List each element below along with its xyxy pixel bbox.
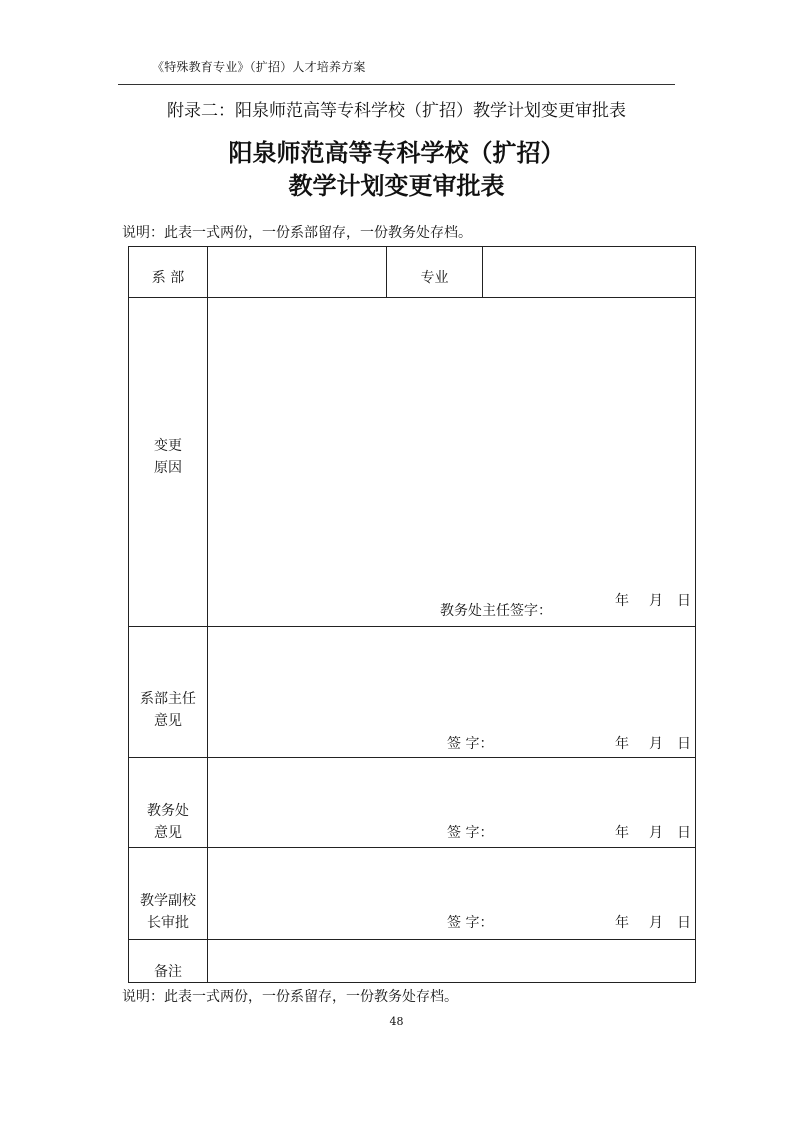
dept-head-opinion-field[interactable]	[209, 628, 695, 728]
form-title-line1: 阳泉师范高等专科学校（扩招）	[228, 139, 565, 167]
change-reason-label-line2: 原因	[154, 460, 182, 476]
form-title-line2: 教学计划变更审批表	[288, 172, 505, 200]
row-divider	[129, 626, 695, 627]
date-month: 月	[649, 915, 663, 931]
date-day: 日	[677, 593, 691, 609]
row-divider	[129, 297, 695, 298]
header-rule	[118, 84, 675, 85]
major-field[interactable]	[484, 249, 694, 295]
instruction-note-top: 说明：此表一式两份，一份系部留存，一份教务处存档。	[122, 225, 472, 241]
date-month: 月	[649, 593, 663, 609]
signature-label: 签 字：	[447, 915, 494, 931]
dept-head-opinion-label	[129, 688, 207, 732]
date-year: 年	[615, 593, 629, 609]
date-year: 年	[615, 736, 629, 752]
row-divider	[129, 757, 695, 758]
label-column-divider	[207, 247, 208, 983]
row-divider	[129, 939, 695, 940]
instruction-note-bottom: 说明：此表一式两份，一份系留存，一份教务处存档。	[122, 989, 458, 1005]
change-reason-label-line1: 变更	[154, 438, 182, 454]
academic-office-opinion-label-line2: 意见	[154, 825, 182, 841]
remarks-label: 备注	[154, 964, 182, 980]
date-month: 月	[649, 736, 663, 752]
vice-president-approval-label-line1: 教学副校	[140, 893, 196, 909]
appendix-title: 附录二：阳泉师范高等专科学校（扩招）教学计划变更审批表	[167, 101, 626, 121]
date-year: 年	[615, 825, 629, 841]
date-day: 日	[677, 915, 691, 931]
remarks-field[interactable]	[209, 941, 695, 981]
dept-head-opinion-label-line2: 意见	[154, 713, 182, 729]
date-year: 年	[615, 915, 629, 931]
signature-label: 签 字：	[447, 825, 494, 841]
department-label: 系 部	[151, 270, 185, 286]
academic-director-signature-label: 教务处主任签字：	[440, 603, 552, 619]
date-month: 月	[649, 825, 663, 841]
academic-office-opinion-label	[129, 800, 207, 844]
vice-president-approval-field[interactable]	[209, 849, 695, 909]
approval-form-table	[128, 246, 696, 983]
academic-office-opinion-label-line1: 教务处	[147, 803, 189, 819]
cell-divider	[482, 247, 483, 297]
academic-office-opinion-field[interactable]	[209, 759, 695, 819]
change-reason-field[interactable]	[209, 299, 695, 579]
running-header: 《特殊教育专业》（扩招）人才培养方案	[152, 60, 366, 74]
signature-label: 签 字：	[447, 736, 494, 752]
date-day: 日	[677, 825, 691, 841]
row-divider	[129, 847, 695, 848]
page-number: 48	[389, 1015, 404, 1028]
date-day: 日	[677, 736, 691, 752]
dept-head-opinion-label-line1: 系部主任	[140, 691, 196, 707]
change-reason-label	[129, 435, 207, 479]
vice-president-approval-label-line2: 长审批	[147, 915, 189, 931]
major-label: 专业	[420, 270, 449, 286]
vice-president-approval-label	[129, 890, 207, 934]
department-field[interactable]	[209, 249, 384, 295]
